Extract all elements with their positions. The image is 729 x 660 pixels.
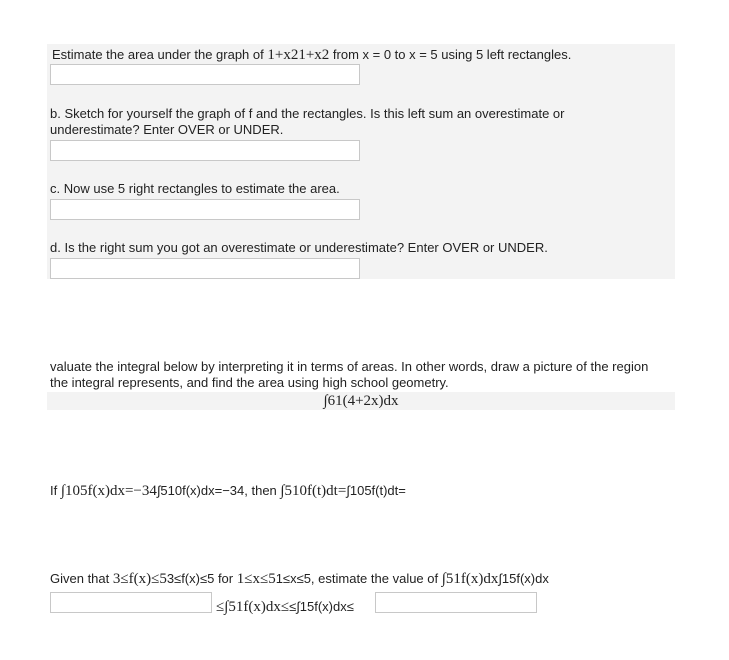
answer-left-sum-input[interactable] bbox=[50, 64, 360, 85]
lower-bound-input[interactable] bbox=[50, 592, 212, 613]
question-2-prompt: valuate the integral below by interpreting it in terms of areas. In other words, draw a picture of the region the integral represents, and find the area using high school geometry. bbox=[50, 359, 649, 390]
function-expression: 1+x21+x2 bbox=[267, 47, 330, 63]
question-1c-prompt: c. Now use 5 right rectangles to estimate the area. bbox=[50, 181, 340, 196]
answer-left-over-under-input[interactable] bbox=[50, 140, 360, 161]
question-4-prompt: Given that 3≤f(x)≤53≤f(x)≤5 for 1≤x≤51≤x≤5, estimate the value of ∫51f(x)dx∫15f(x)dx bbox=[50, 571, 549, 587]
question-1b-prompt: b. Sketch for yourself the graph of f and the rectangles. Is this left sum an overestimate or underestimate? Enter OVER or UNDER. bbox=[50, 106, 565, 137]
upper-bound-input[interactable] bbox=[375, 592, 537, 613]
answer-right-sum-input[interactable] bbox=[50, 199, 360, 220]
question-1d-prompt: d. Is the right sum you got an overestimate or underestimate? Enter OVER or UNDER. bbox=[50, 240, 548, 255]
question-3-prompt: If ∫105f(x)dx=−34∫510f(x)dx=−34, then ∫510f(t)dt=∫105f(t)dt= bbox=[50, 483, 406, 499]
answer-right-over-under-input[interactable] bbox=[50, 258, 360, 279]
question-4-inequality: ≤∫51f(x)dx≤≤∫15f(x)dx≤ bbox=[216, 599, 354, 615]
question-2-integral: ∫61(4+2x)dx bbox=[323, 393, 399, 409]
question-1a-prompt: Estimate the area under the graph of 1+x21+x2 from x = 0 to x = 5 using 5 left rectangles. bbox=[52, 47, 572, 63]
